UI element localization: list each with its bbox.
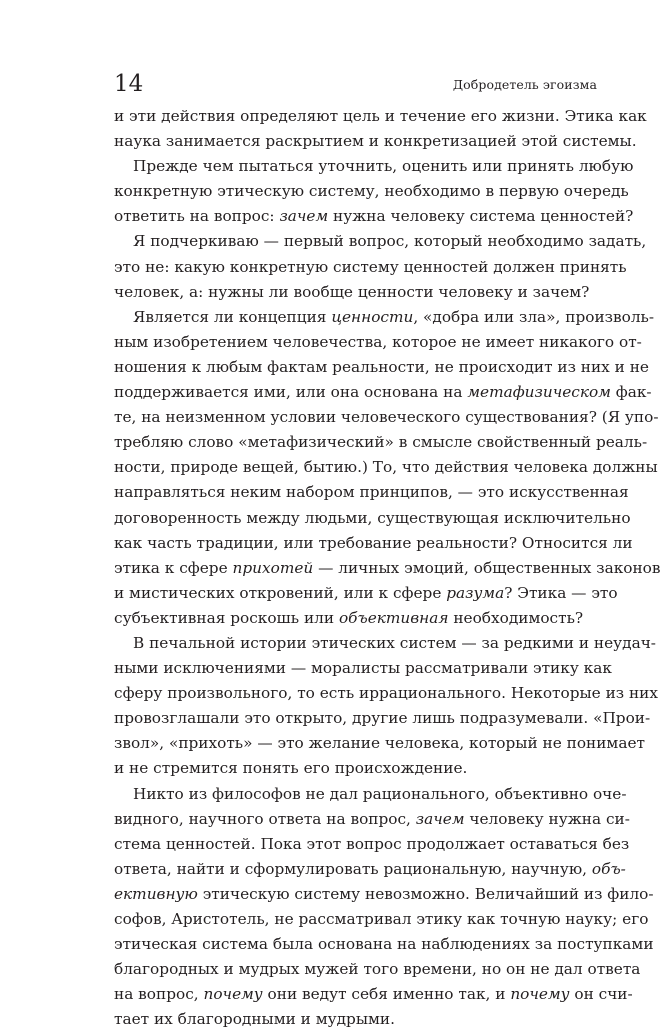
- text-line: [114, 857, 626, 882]
- text-segment: , «добра или зла», произволь-: [413, 307, 655, 326]
- text-line: [114, 932, 654, 957]
- text-segment: человеку нужна си-: [464, 809, 630, 828]
- text-segment: человек, а: нужны ли вообще ценности человеку и зачем?: [114, 282, 590, 301]
- text-segment: и не стремится понять его происхождение.: [114, 759, 468, 778]
- text-line: [114, 405, 659, 430]
- text-segment: они ведут себя именно так, и: [262, 985, 511, 1004]
- text-line: [114, 807, 630, 832]
- text-segment: те, на неизменном условии человеческого существования? (Я упо-: [114, 408, 659, 427]
- paragraph: [114, 154, 634, 229]
- text-segment: на вопрос,: [114, 985, 204, 1004]
- text-line: [114, 179, 629, 204]
- paragraph: [114, 104, 647, 154]
- text-segment: ? Этика — это: [504, 583, 618, 602]
- text-segment: тает их благородными и мудрыми.: [114, 1010, 395, 1029]
- text-line: [114, 229, 647, 254]
- text-line: [114, 506, 631, 531]
- text-line: [114, 756, 597, 781]
- text-segment: он счи-: [569, 985, 633, 1004]
- text-line: [114, 305, 655, 330]
- text-segment: требляю слово «метафизический» в смысле свойственный реаль-: [114, 433, 648, 452]
- text-line: [114, 455, 658, 480]
- text-segment: благородных и мудрых мужей того времени, но он не дал ответа: [114, 960, 641, 979]
- text-segment: субъективная роскошь или: [114, 608, 339, 627]
- text-line: [114, 255, 627, 280]
- text-line: [114, 104, 647, 129]
- italic-text: зачем: [279, 207, 329, 226]
- text-segment: Я подчеркиваю — первый вопрос, который необходимо задать,: [133, 232, 647, 251]
- text-segment: ными исключениями — моралисты рассматривали этику как: [114, 659, 612, 678]
- text-line: [114, 129, 637, 154]
- text-line: [114, 957, 641, 982]
- text-line: [114, 280, 597, 305]
- text-segment: провозглашали это открыто, другие лишь подразумевали. «Прои-: [114, 709, 651, 728]
- text-segment: направляться неким набором принципов, — это искусственная: [114, 483, 629, 502]
- italic-text: объ-: [591, 859, 626, 878]
- text-line: [114, 556, 661, 581]
- text-segment: ности, природе вещей, бытию.) То, что действия человека должны: [114, 458, 658, 477]
- text-line: [114, 581, 618, 606]
- text-line: [114, 531, 633, 556]
- italic-text: почему: [203, 985, 263, 1004]
- text-line: [114, 681, 659, 706]
- text-segment: ответить на вопрос:: [114, 207, 280, 226]
- text-segment: фак-: [610, 383, 652, 402]
- body-text: [114, 104, 661, 1032]
- text-line: [114, 731, 645, 756]
- running-title: Добродетель эгоизма: [452, 77, 597, 92]
- page-header: [114, 72, 597, 96]
- text-line: [114, 480, 629, 505]
- text-segment: видного, научного ответа на вопрос,: [114, 809, 416, 828]
- text-segment: этика к сфере: [114, 558, 233, 577]
- text-segment: конкретную этическую систему, необходимо в первую очередь: [114, 182, 629, 201]
- text-segment: необходимость?: [448, 608, 584, 627]
- text-line: [114, 606, 597, 631]
- paragraph: [114, 305, 661, 631]
- text-line: [114, 154, 634, 179]
- text-line: [114, 832, 630, 857]
- text-segment: поддерживается ими, или она основана на: [114, 383, 468, 402]
- text-line: [114, 907, 649, 932]
- text-segment: и мистических откровений, или к сфере: [114, 583, 447, 602]
- text-segment: — личных эмоций, общественных законов: [313, 558, 661, 577]
- paragraph: [114, 631, 659, 782]
- text-line: [114, 706, 651, 731]
- text-segment: и эти действия определяют цель и течение его жизни. Этика как: [114, 107, 647, 125]
- text-line: [114, 204, 634, 229]
- text-segment: стема ценностей. Пока этот вопрос продолжает оставаться без: [114, 834, 630, 853]
- text-segment: это не: какую конкретную систему ценностей должен принять: [114, 257, 627, 276]
- italic-text: объективная: [338, 608, 449, 627]
- text-line: [114, 882, 654, 907]
- text-segment: сферу произвольного, то есть иррационального. Некоторые из них: [114, 684, 659, 703]
- text-line: [114, 656, 612, 681]
- paragraph: [114, 229, 647, 304]
- italic-text: разума: [446, 583, 505, 602]
- text-line: [114, 355, 649, 380]
- paragraph: [114, 782, 654, 1032]
- text-line: [114, 330, 642, 355]
- italic-text: ценности: [331, 307, 414, 326]
- text-line: [114, 430, 648, 455]
- italic-text: ективную: [114, 884, 198, 903]
- text-segment: В печальной истории этических систем — за редкими и неудач-: [133, 633, 656, 652]
- text-segment: этическую систему невозможно. Величайший из фило-: [197, 884, 654, 903]
- text-segment: ответа, найти и сформулировать рациональную, научную,: [114, 859, 592, 878]
- text-line: [114, 782, 627, 807]
- italic-text: зачем: [415, 809, 465, 828]
- page-number: 14: [114, 71, 144, 97]
- text-line: [114, 380, 652, 405]
- text-segment: Прежде чем пытаться уточнить, оценить или принять любую: [133, 157, 634, 176]
- text-segment: наука занимается раскрытием и конкретизацией этой системы.: [114, 132, 637, 151]
- text-segment: Является ли концепция: [133, 307, 332, 326]
- text-line: [114, 982, 633, 1007]
- text-line: [114, 1007, 597, 1032]
- italic-text: почему: [510, 985, 570, 1004]
- text-line: [114, 631, 656, 656]
- italic-text: прихотей: [232, 558, 314, 577]
- text-segment: этическая система была основана на наблюдениях за поступками: [114, 935, 654, 954]
- text-segment: как часть традиции, или требование реальности? Относится ли: [114, 533, 633, 552]
- text-segment: нужна человеку система ценностей?: [328, 207, 634, 226]
- text-segment: договоренность между людьми, существующая исключительно: [114, 508, 631, 527]
- text-segment: софов, Аристотель, не рассматривал этику как точную науку; его: [114, 910, 649, 928]
- italic-text: метафизическом: [467, 383, 611, 402]
- text-segment: звол», «прихоть» — это желание человека, который не понимает: [114, 734, 645, 753]
- text-segment: Никто из философов не дал рационального, объективно оче-: [133, 784, 627, 803]
- text-segment: ношения к любым фактам реальности, не происходит из них и не: [114, 357, 649, 376]
- text-segment: ным изобретением человечества, которое не имеет никакого от-: [114, 332, 642, 351]
